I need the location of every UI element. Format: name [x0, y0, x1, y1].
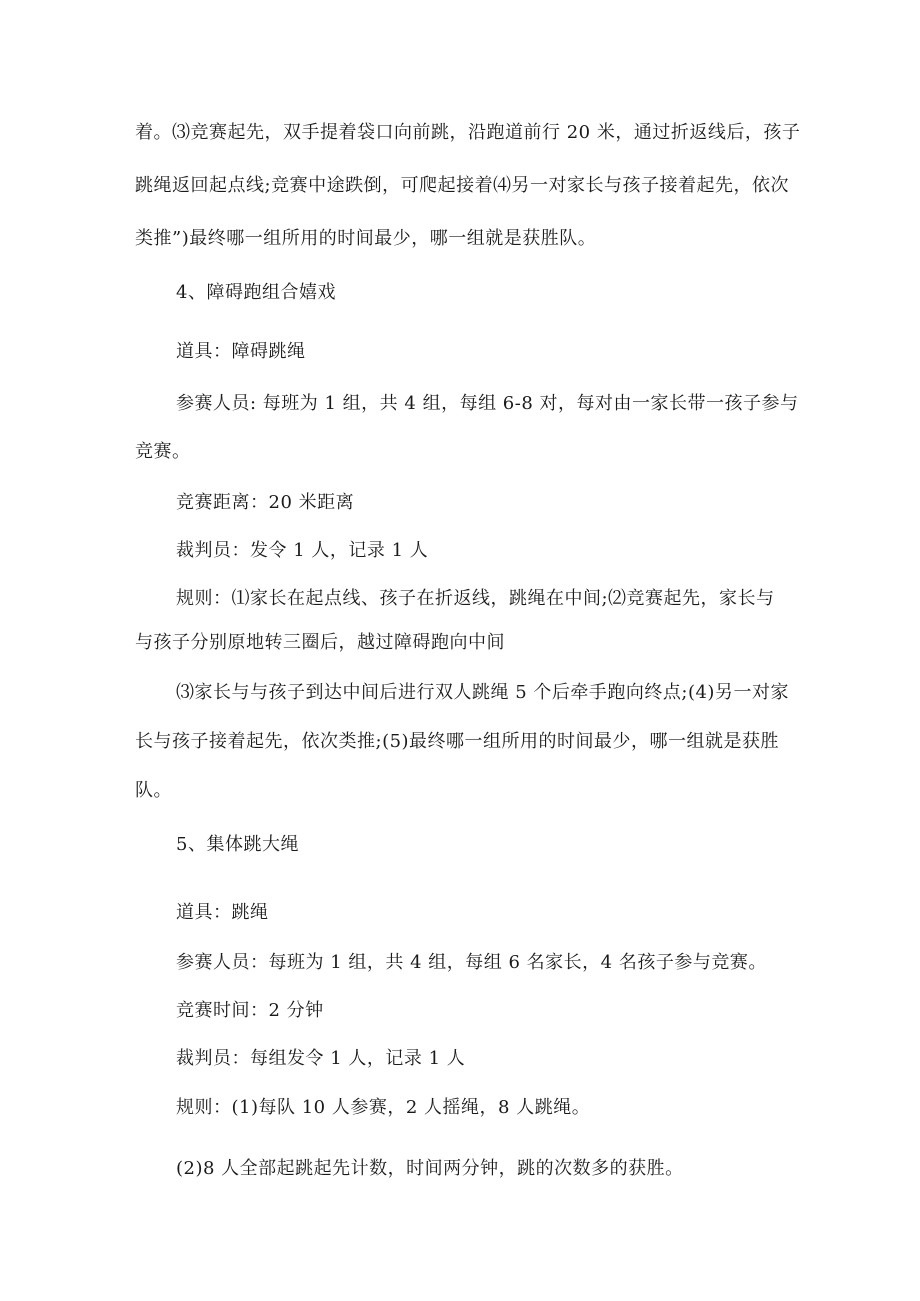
paragraph-line: 长与孩子接着起先，依次类推;(5)最终哪一组所用的时间最少，哪一组就是获胜: [135, 731, 780, 752]
paragraph-line: ⑶家长与与孩子到达中间后进行双人跳绳 5 个后牵手跑向终点;(4)另一对家: [176, 682, 789, 703]
paragraph-line: 类推”)最终哪一组所用的时间最少，哪一组就是获胜队。: [135, 228, 597, 249]
paragraph-line: 裁判员：每组发令 1 人，记录 1 人: [176, 1048, 466, 1069]
paragraph-line: 着。⑶竞赛起先，双手提着袋口向前跳，沿跑道前行 20 米，通过折返线后，孩子: [135, 122, 801, 143]
paragraph-line: 参赛人员: 每班为 1 组，共 4 组，每组 6-8 对，每对由一家长带一孩子参与: [176, 393, 799, 414]
paragraph-line: 道具：跳绳: [176, 902, 269, 923]
paragraph-line: (2)8 人全部起跳起先计数，时间两分钟，跳的次数多的获胜。: [176, 1158, 684, 1179]
paragraph-line: 规则：⑴家长在起点线、孩子在折返线，跳绳在中间;⑵竞赛起先，家长与: [176, 588, 775, 609]
paragraph-line: 规则：(1)每队 10 人参赛，2 人摇绳，8 人跳绳。: [176, 1097, 591, 1118]
paragraph-line: 跳绳返回起点线;竞赛中途跌倒，可爬起接着⑷另一对家长与孩子接着起先，依次: [135, 175, 790, 196]
paragraph-line: 与孩子分别原地转三圈后，越过障碍跑向中间: [135, 632, 505, 653]
paragraph-line: 竞赛。: [135, 441, 191, 462]
paragraph-line: 参赛人员：每班为 1 组，共 4 组，每组 6 名家长，4 名孩子参与竞赛。: [176, 952, 767, 973]
section-heading: 4、障碍跑组合嬉戏: [176, 282, 336, 303]
section-heading: 5、集体跳大绳: [176, 834, 299, 855]
paragraph-line: 竞赛时间：2 分钟: [176, 1000, 324, 1021]
paragraph-line: 道具：障碍跳绳: [176, 341, 306, 362]
paragraph-line: 裁判员：发令 1 人，记录 1 人: [176, 540, 429, 561]
paragraph-line: 队。: [135, 780, 172, 801]
paragraph-line: 竞赛距离：20 米距离: [176, 492, 355, 513]
